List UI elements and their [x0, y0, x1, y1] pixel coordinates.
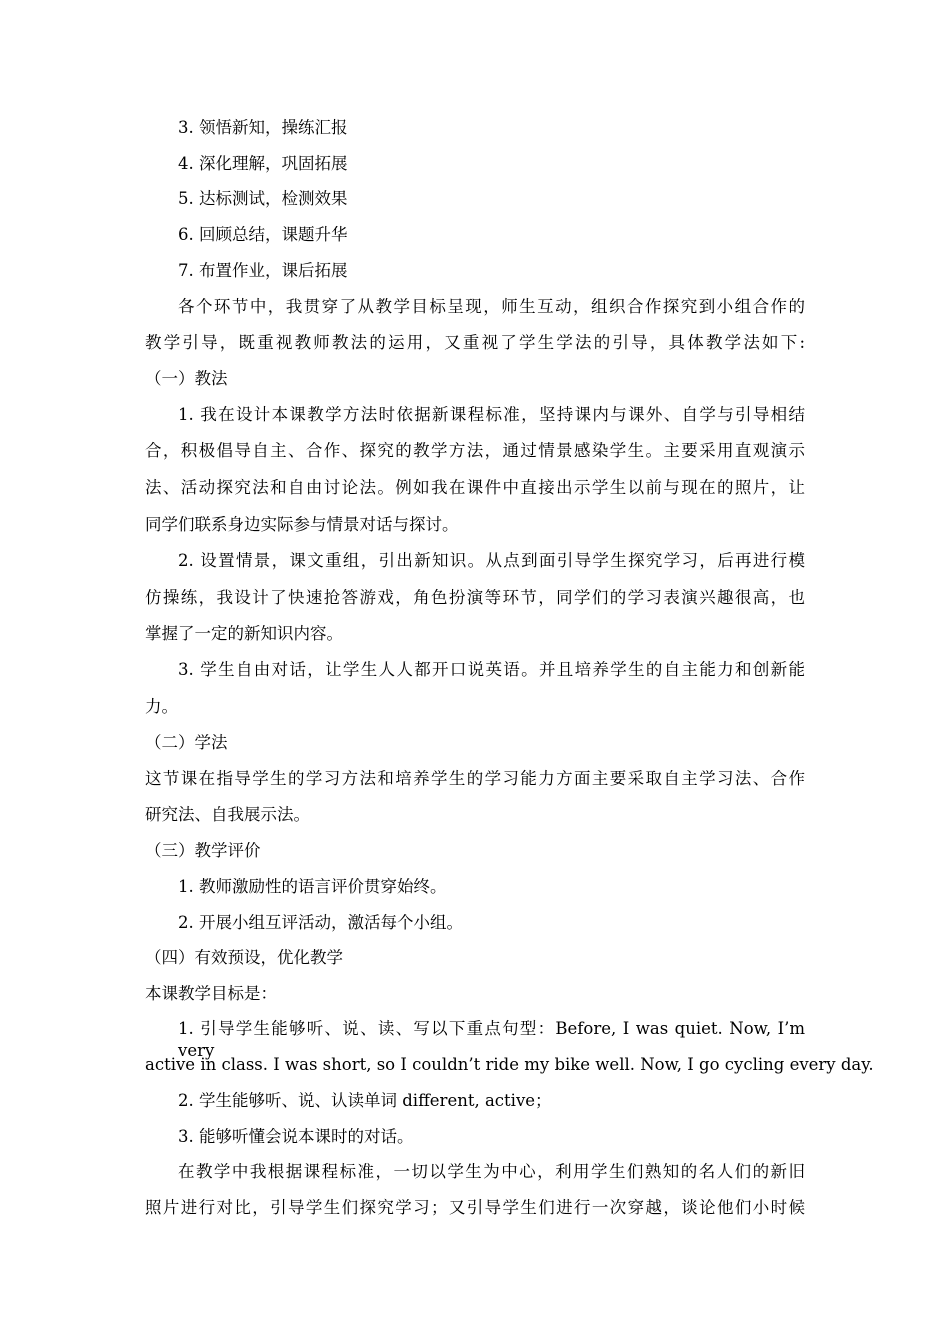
paragraph-line: 在教学中我根据课程标准，一切以学生为中心，利用学生们熟知的名人们的新旧 — [178, 1162, 805, 1181]
step-item: 3. 领悟新知，操练汇报 — [178, 118, 348, 137]
paragraph-line: 仿操练，我设计了快速抢答游戏，角色扮演等环节，同学们的学习表演兴趣很高，也 — [145, 588, 805, 607]
step-item: 5. 达标测试，检测效果 — [178, 189, 348, 208]
paragraph-line: 这节课在指导学生的学习方法和培养学生的学习能力方面主要采取自主学习法、合作 — [145, 769, 805, 788]
paragraph-line: 照片进行对比，引导学生们探究学习；又引导学生们进行一次穿越，谈论他们小时候 — [145, 1198, 805, 1217]
step-item: 6. 回顾总结，课题升华 — [178, 225, 348, 244]
paragraph-line: 研究法、自我展示法。 — [145, 805, 310, 824]
paragraph-line: active in class. I was short, so I couldn’t ride my bike well. Now, I go cycling every day. — [145, 1055, 874, 1074]
paragraph-line: 法、活动探究法和自由讨论法。例如我在课件中直接出示学生以前与现在的照片，让 — [145, 478, 805, 497]
list-item: 1. 教师激励性的语言评价贯穿始终。 — [178, 877, 447, 896]
paragraph-line: 合，积极倡导自主、合作、探究的教学方法，通过情景感染学生。主要采用直观演示 — [145, 441, 805, 460]
paragraph-line: 1. 引导学生能够听、说、读、写以下重点句型：Before, I was quiet. Now, I’m very — [178, 1019, 805, 1060]
paragraph-line: 掌握了一定的新知识内容。 — [145, 624, 343, 643]
step-item: 4. 深化理解，巩固拓展 — [178, 154, 348, 173]
paragraph-line: 3. 学生自由对话，让学生人人都开口说英语。并且培养学生的自主能力和创新能 — [178, 660, 805, 679]
paragraph-line: 2. 设置情景，课文重组，引出新知识。从点到面引导学生探究学习，后再进行模 — [178, 551, 805, 570]
list-item: 2. 学生能够听、说、认读单词 different, active； — [178, 1091, 552, 1110]
paragraph-line: 同学们联系身边实际参与情景对话与探讨。 — [145, 515, 459, 534]
list-item: 3. 能够听懂会说本课时的对话。 — [178, 1127, 414, 1146]
list-item: 2. 开展小组互评活动，激活每个小组。 — [178, 913, 463, 932]
paragraph-line: 教学引导，既重视教师教法的运用，又重视了学生学法的引导，具体教学法如下: — [145, 333, 805, 352]
section-heading: （一）教法 — [145, 369, 228, 388]
step-item: 7. 布置作业，课后拓展 — [178, 261, 348, 280]
paragraph-line: 各个环节中，我贯穿了从教学目标呈现，师生互动，组织合作探究到小组合作的 — [178, 297, 805, 316]
paragraph-line: 1. 我在设计本课教学方法时依据新课程标准，坚持课内与课外、自学与引导相结 — [178, 405, 805, 424]
section-heading: （三）教学评价 — [145, 841, 261, 860]
section-heading: （二）学法 — [145, 733, 228, 752]
paragraph-line: 力。 — [145, 697, 178, 716]
paragraph-line: 本课教学目标是： — [145, 984, 277, 1003]
section-heading: （四）有效预设，优化教学 — [145, 948, 343, 967]
